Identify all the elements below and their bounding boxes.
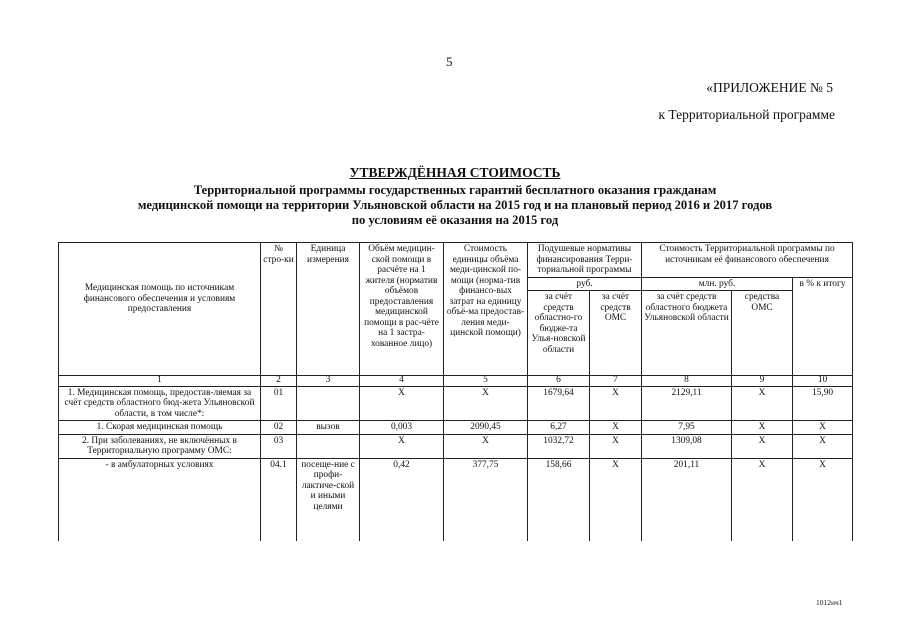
heading-line-3: по условиям её оказания на 2015 год bbox=[351, 213, 559, 227]
row-percent: X bbox=[793, 458, 853, 541]
header-cost-unit: млн. руб. bbox=[642, 277, 793, 291]
column-number: 2 bbox=[261, 376, 297, 387]
row-number: 04.1 bbox=[261, 458, 297, 541]
column-number: 9 bbox=[732, 376, 793, 387]
row-cost-oms: X bbox=[732, 386, 793, 421]
row-per-capita-oms: X bbox=[590, 421, 642, 435]
column-number: 5 bbox=[444, 376, 528, 387]
row-volume: X bbox=[360, 434, 444, 458]
header-col-9: средства ОМС bbox=[732, 291, 793, 376]
row-name: - в амбулаторных условиях bbox=[59, 458, 261, 541]
header-col-3: Единица измерения bbox=[297, 243, 360, 376]
row-per-capita-budget: 158,66 bbox=[528, 458, 590, 541]
row-cost-budget: 2129,11 bbox=[642, 386, 732, 421]
column-number: 1 bbox=[59, 376, 261, 387]
appendix-title: «ПРИЛОЖЕНИЕ № 5 bbox=[706, 80, 833, 95]
row-unit-cost: X bbox=[444, 434, 528, 458]
appendix-subtitle: к Территориальной программе bbox=[658, 107, 835, 122]
header-group-cost: Стоимость Территориальной программы по источникам её финансового обеспечения bbox=[642, 243, 853, 278]
row-per-capita-oms: X bbox=[590, 458, 642, 541]
column-number: 8 bbox=[642, 376, 732, 387]
row-unit-cost: 377,75 bbox=[444, 458, 528, 541]
header-col-5: Стоимость единицы объёма меди-цинской по-мощи (норма-тив финансо-вых затрат на единицу объё-ма предостав-ления меди-цинской помощи) bbox=[444, 243, 528, 376]
column-number: 10 bbox=[793, 376, 853, 387]
row-unit-cost: X bbox=[444, 386, 528, 421]
row-name: 1. Скорая медицинская помощь bbox=[59, 421, 261, 435]
document-heading bbox=[30, 165, 880, 228]
header-group-norm: Подушевые нормативы финансирования Терри-ториальной программы bbox=[528, 243, 642, 278]
heading-line-1: Территориальной программы государственных гарантий бесплатного оказания гражданам bbox=[193, 183, 717, 197]
row-cost-budget: 1309,08 bbox=[642, 434, 732, 458]
row-number: 01 bbox=[261, 386, 297, 421]
row-per-capita-budget: 1032,72 bbox=[528, 434, 590, 458]
row-name: 2. При заболеваниях, не включённых в Территориальную программу ОМС: bbox=[59, 434, 261, 458]
row-per-capita-oms: X bbox=[590, 434, 642, 458]
row-cost-budget: 7,95 bbox=[642, 421, 732, 435]
row-volume: 0,42 bbox=[360, 458, 444, 541]
row-unit bbox=[297, 386, 360, 421]
row-percent: X bbox=[793, 434, 853, 458]
row-number: 02 bbox=[261, 421, 297, 435]
column-number: 7 bbox=[590, 376, 642, 387]
footer-code: 1012ич1 bbox=[816, 598, 843, 607]
row-cost-oms: X bbox=[732, 421, 793, 435]
row-number: 03 bbox=[261, 434, 297, 458]
row-unit: посеще-ние с профи-лактиче-ской и иными целями bbox=[297, 458, 360, 541]
table-row bbox=[59, 458, 853, 541]
table-row bbox=[59, 434, 853, 458]
header-norm-unit: руб. bbox=[528, 277, 642, 291]
row-per-capita-budget: 6,27 bbox=[528, 421, 590, 435]
row-percent: X bbox=[793, 421, 853, 435]
row-percent: 15,90 bbox=[793, 386, 853, 421]
header-col-2: № стро-ки bbox=[261, 243, 297, 376]
table-row bbox=[59, 386, 853, 421]
heading-line-2: медицинской помощи на территории Ульяновской области на 2015 год и на плановый период 2016 и 2017 годов bbox=[137, 198, 773, 212]
header-col-1: Медицинская помощь по источникам финансового обеспечения и условиям предоставления bbox=[59, 243, 261, 376]
row-unit-cost: 2090,45 bbox=[444, 421, 528, 435]
heading-main: УТВЕРЖДЁННАЯ СТОИМОСТЬ bbox=[349, 165, 561, 180]
column-number: 3 bbox=[297, 376, 360, 387]
header-col-4: Объём медицин-ской помощи в расчёте на 1 жителя (норматив объёмов предоставления медицинской помощи в рас-чёте на 1 застра-хованное лицо) bbox=[360, 243, 444, 376]
row-unit bbox=[297, 434, 360, 458]
page-number: 5 bbox=[446, 54, 453, 69]
row-per-capita-oms: X bbox=[590, 386, 642, 421]
row-per-capita-budget: 1679,64 bbox=[528, 386, 590, 421]
table-row bbox=[59, 421, 853, 435]
cost-table bbox=[58, 242, 853, 541]
row-unit: вызов bbox=[297, 421, 360, 435]
column-number-row bbox=[59, 376, 853, 387]
row-cost-oms: X bbox=[732, 434, 793, 458]
header-col-7: за счёт средств ОМС bbox=[590, 291, 642, 376]
row-name: 1. Медицинская помощь, предостав-ляемая за счёт средств областного бюд-жета Ульяновской области, в том числе*: bbox=[59, 386, 261, 421]
header-col-8: за счёт средств областного бюджета Ульяновской области bbox=[642, 291, 732, 376]
row-volume: 0,003 bbox=[360, 421, 444, 435]
column-number: 6 bbox=[528, 376, 590, 387]
row-volume: X bbox=[360, 386, 444, 421]
row-cost-oms: X bbox=[732, 458, 793, 541]
header-col-10: в % к итогу bbox=[793, 277, 853, 376]
header-col-6: за счёт средств областно-го бюдже-та Улья-новской области bbox=[528, 291, 590, 376]
column-number: 4 bbox=[360, 376, 444, 387]
header-row-1 bbox=[59, 243, 853, 278]
row-cost-budget: 201,11 bbox=[642, 458, 732, 541]
